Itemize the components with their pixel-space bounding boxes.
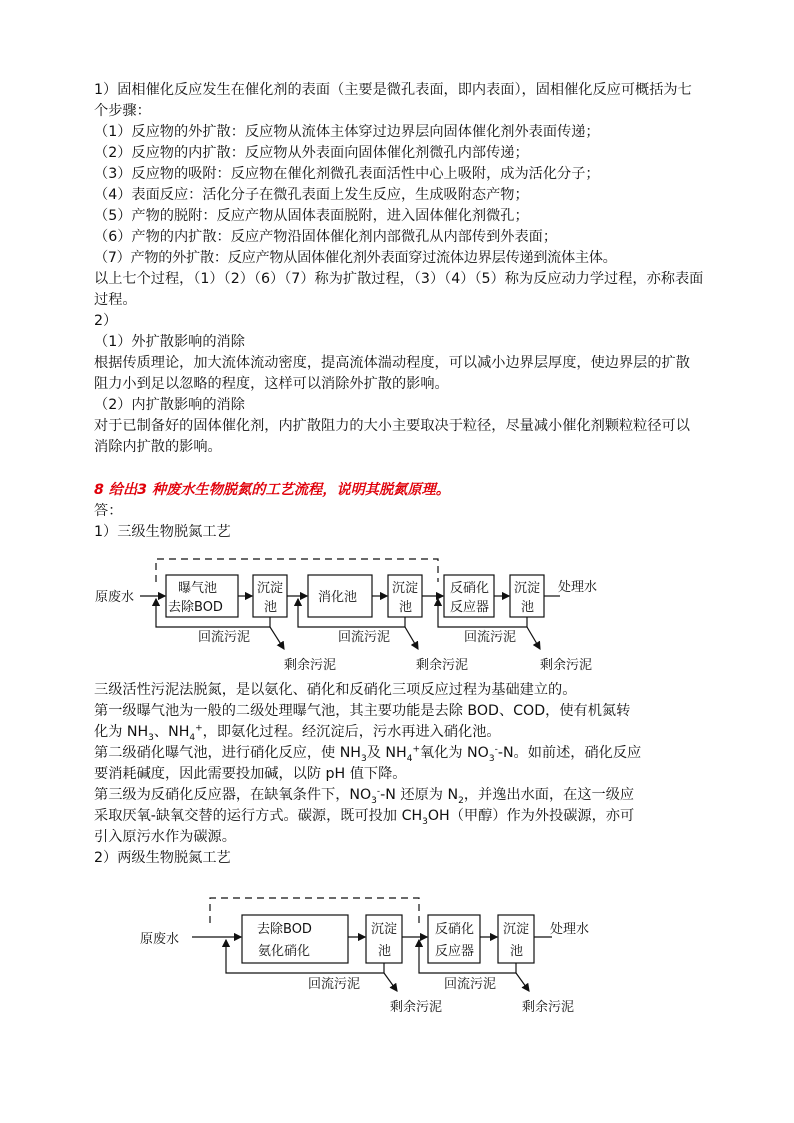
three-stage-flow-diagram <box>48 547 608 682</box>
inlet-label: 原废水 <box>95 590 135 605</box>
three-stage-p3a: 第二级硝化曝气池，进行硝化反应，使 $NH_3$及 $NH_4^+$氧化为 $NO_3^--N$。如前述，硝化反应 <box>94 744 642 764</box>
return-sludge-label-3: 回流污泥 <box>464 630 517 645</box>
denitrification-label-a: 反硝化 <box>435 922 475 937</box>
question-title: 8 给出3 种废水生物脱氮的工艺流程，说明其脱氮原理。 <box>94 482 450 498</box>
section1-summary: 以上七个过程，（1）（2）（6）（7）称为扩散过程，（3）（4）（5）称为反应动力学过程，亦称表面过程。 <box>94 271 704 308</box>
three-stage-p2a: 第一级曝气池为一般的二级处理曝气池，其主要功能是去除 BOD、COD，使有机氮转 <box>94 703 631 719</box>
waste-sludge-label-2: 剩余污泥 <box>522 1000 575 1015</box>
return-sludge-label-2: 回流污泥 <box>444 977 497 992</box>
settling-1-label-a: 沉淀 <box>257 581 284 596</box>
waste-sludge-label-1: 剩余污泥 <box>284 658 337 673</box>
settling-3-label-a: 沉淀 <box>514 581 541 596</box>
external-diffusion-body: 根据传质理论，加大流体流动密度，提高流体湍动程度，可以减小边界层厚度，使边界层的扩散阻力小到足以忽略的程度，这样可以消除外扩散的影响。 <box>94 355 690 392</box>
answer-label: 答： <box>94 503 123 519</box>
internal-diffusion-body: 对于已制备好的固体催化剂，内扩散阻力的大小主要取决于粒径，尽量减小催化剂颗粒粒径可以消除内扩散的影响。 <box>94 418 690 455</box>
step-7: （7）产物的外扩散：反应产物从固体催化剂外表面穿过流体边界层传递到流体主体。 <box>94 250 617 266</box>
return-sludge-label-1: 回流污泥 <box>198 630 251 645</box>
return-sludge-label-1: 回流污泥 <box>308 977 361 992</box>
settling-1-label-b: 池 <box>378 944 392 959</box>
return-sludge-label-2: 回流污泥 <box>338 630 391 645</box>
settling-2-label-b: 池 <box>510 944 524 959</box>
digestion-tank-label: 消化池 <box>318 590 358 605</box>
dashed-bypass-line <box>210 898 419 923</box>
three-stage-p2b: 化为 $NH_3$、$NH_4^+$，即氨化过程。经沉淀后，污水再进入硝化池。 <box>94 723 501 743</box>
step-6: （6）产物的内扩散：反应产物沿固体催化剂内部微孔从内部传到外表面； <box>94 229 558 245</box>
two-stage-title: 2）两级生物脱氮工艺 <box>94 850 231 866</box>
three-stage-p4c: 引入原污水作为碳源。 <box>94 829 236 845</box>
waste-sludge-label-2: 剩余污泥 <box>416 658 469 673</box>
section1-intro: 1）固相催化反应发生在催化剂的表面（主要是微孔表面，即内表面），固相催化反应可概括为七个步骤： <box>94 82 692 119</box>
bod-removal-label: 去除BOD <box>257 922 312 937</box>
denitrification-label-b: 反应器 <box>435 944 475 959</box>
three-stage-title: 1）三级生物脱氮工艺 <box>94 524 231 540</box>
step-4: （4）表面反应：活化分子在微孔表面上发生反应，生成吸附态产物； <box>94 187 529 203</box>
denitrification-label-a: 反硝化 <box>450 581 490 596</box>
settling-1-label-b: 池 <box>264 600 278 615</box>
three-stage-p1: 三级活性污泥法脱氮，是以氨化、硝化和反硝化三项反应过程为基础建立的。 <box>94 682 577 698</box>
document-page <box>94 80 704 1023</box>
aeration-tank-label: 曝气池 <box>178 581 218 596</box>
section2-label: 2） <box>94 313 118 329</box>
two-stage-flow-diagram <box>64 873 624 1023</box>
nitrification-label: 氨化硝化 <box>258 944 311 959</box>
step-2: （2）反应物的内扩散：反应物从外表面向固体催化剂微孔内部传递； <box>94 145 529 161</box>
settling-3-label-b: 池 <box>521 600 535 615</box>
settling-1-label-a: 沉淀 <box>371 922 398 937</box>
three-stage-p4a: 第三级为反硝化反应器，在缺氧条件下，$NO_3^--N$ 还原为 $N_2$，并逸出水面，在这一级应 <box>94 786 635 806</box>
three-stage-p3b: 要消耗碱度，因此需要投加碱，以防 pH 值下降。 <box>94 766 407 782</box>
settling-2-label-a: 沉淀 <box>503 922 530 937</box>
internal-diffusion-title: （2）内扩散影响的消除 <box>94 397 245 413</box>
settling-2-label-b: 池 <box>399 600 413 615</box>
denitrification-label-b: 反应器 <box>450 600 490 615</box>
settling-2-label-a: 沉淀 <box>392 581 419 596</box>
step-5: （5）产物的脱附：反应产物从固体表面脱附，进入固体催化剂微孔； <box>94 208 529 224</box>
waste-sludge-label-3: 剩余污泥 <box>540 658 593 673</box>
step-1: （1）反应物的外扩散：反应物从流体主体穿过边界层向固体催化剂外表面传递； <box>94 124 600 140</box>
external-diffusion-title: （1）外扩散影响的消除 <box>94 334 245 350</box>
outlet-label: 处理水 <box>558 580 598 595</box>
waste-sludge-label-1: 剩余污泥 <box>390 1000 443 1015</box>
dashed-bypass-line <box>156 559 438 582</box>
three-stage-p4b: 采取厌氧-缺氧交替的运行方式。碳源，既可投加 $CH_3OH$（甲醇）作为外投碳源，亦可 <box>94 808 635 827</box>
step-3: （3）反应物的吸附：反应物在催化剂微孔表面活性中心上吸附，成为活化分子； <box>94 166 600 182</box>
bod-removal-label: 去除BOD <box>168 600 223 615</box>
outlet-label: 处理水 <box>550 922 590 937</box>
inlet-label: 原废水 <box>140 932 180 947</box>
